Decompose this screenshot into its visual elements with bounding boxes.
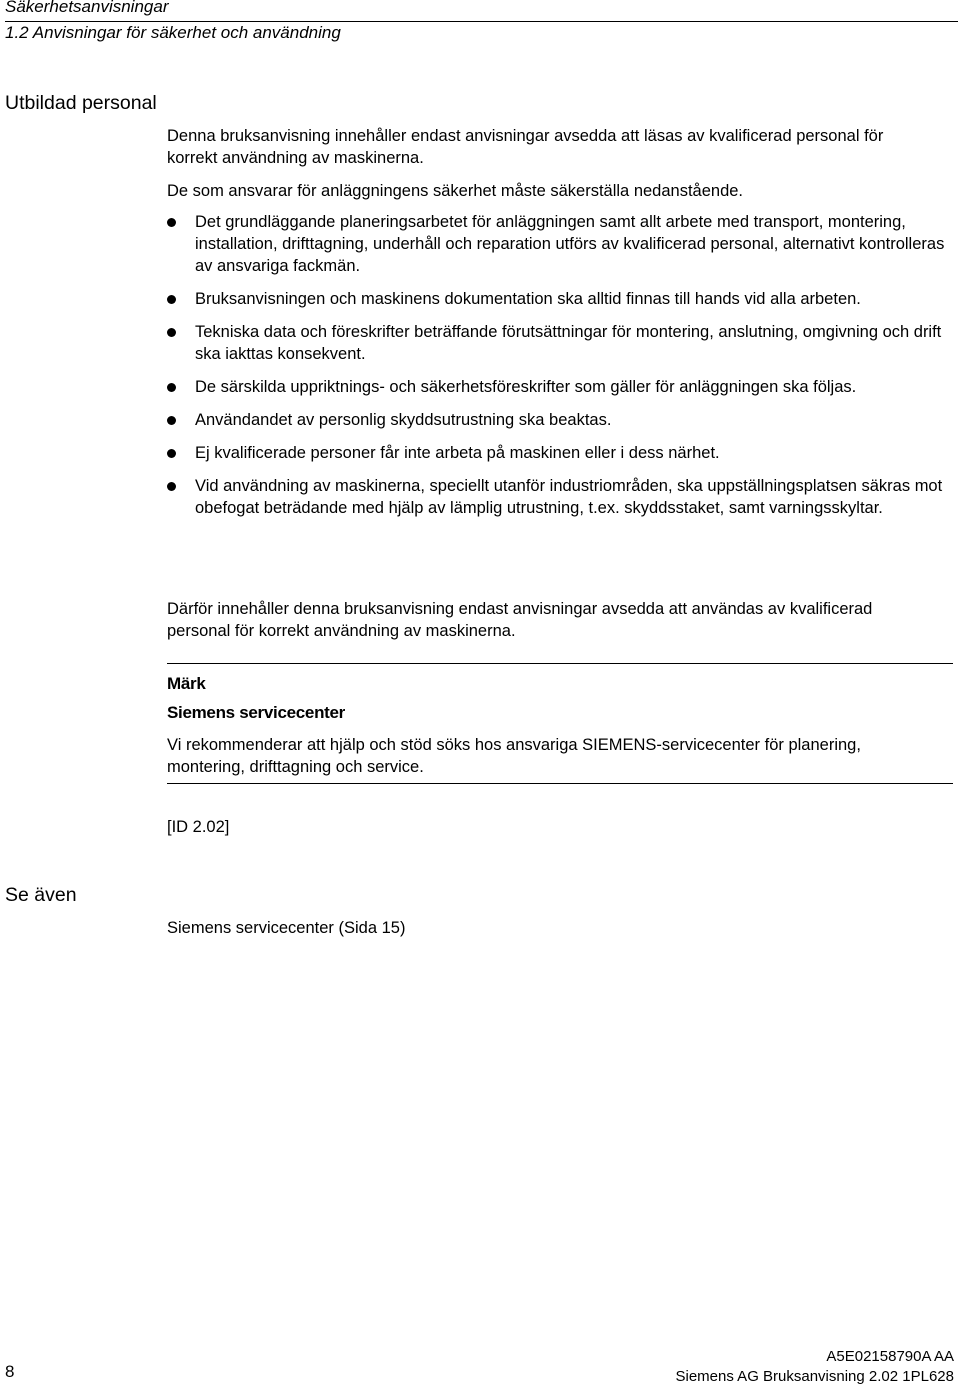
- conclusion-paragraph: Därför innehåller denna bruksanvisning endast anvisningar avsedda att användas av kvalificerad personal för korrekt användning av maskinerna.: [167, 600, 873, 640]
- list-item: [167, 376, 947, 398]
- list-item-text: Tekniska data och föreskrifter beträffande förutsättningar för montering, anslutning, omgivning och drift ska iakttas konsekvent.: [195, 323, 942, 363]
- bullet-icon: [167, 482, 176, 491]
- note-bottom-rule: [167, 783, 953, 784]
- list-item: [167, 211, 947, 277]
- list-item-text: Användandet av personlig skyddsutrustning ska beaktas.: [195, 411, 612, 429]
- list-item: [167, 288, 947, 310]
- bullet-icon: [167, 449, 176, 458]
- list-item-text: Vid användning av maskinerna, speciellt utanför industriområden, ska uppställningsplatsen säkras mot obefogat beträdande med hjälp av lämplig utrustning, t.ex. skyddsstaket, samt varningsskyltar.: [195, 477, 943, 517]
- list-item-text: Det grundläggande planeringsarbetet för anläggningen samt allt arbete med transport, montering, installation, drifttagning, underhåll och reparation utförs av kvalificerad personal, alternativt kontrolleras av ansvariga fackmän.: [195, 213, 945, 275]
- bullet-icon: [167, 416, 176, 425]
- bullet-icon: [167, 328, 176, 337]
- note-title: Siemens servicecenter: [167, 703, 345, 722]
- bullet-icon: [167, 218, 176, 227]
- list-item-text: Ej kvalificerade personer får inte arbeta på maskinen eller i dess närhet.: [195, 444, 720, 462]
- header-chapter: Säkerhetsanvisningar: [5, 0, 169, 16]
- footer-publisher: Siemens AG Bruksanvisning 2.02 1PL628: [675, 1368, 954, 1385]
- bullet-icon: [167, 383, 176, 392]
- list-item: [167, 442, 947, 464]
- note-label: Märk: [167, 674, 206, 693]
- list-item: [167, 409, 947, 431]
- header-rule: [5, 21, 958, 22]
- section-heading-qualified-personnel: Utbildad personal: [5, 92, 157, 114]
- requirements-list: [167, 211, 947, 530]
- list-item-text: Bruksanvisningen och maskinens dokumentation ska alltid finnas till hands vid alla arbeten.: [195, 290, 861, 308]
- list-item: [167, 475, 947, 519]
- list-item-text: De särskilda uppriktnings- och säkerhetsföreskrifter som gäller för anläggningen ska följas.: [195, 378, 857, 396]
- see-also-link[interactable]: Siemens servicecenter (Sida 15): [167, 919, 406, 937]
- intro-paragraph-1: Denna bruksanvisning innehåller endast anvisningar avsedda att läsas av kvalificerad personal för korrekt användning av maskinerna.: [167, 127, 884, 167]
- page-number: 8: [5, 1362, 15, 1381]
- note-text: Vi rekommenderar att hjälp och stöd söks hos ansvariga SIEMENS-servicecenter för planering, montering, drifttagning och service.: [167, 736, 861, 776]
- header-section: 1.2 Anvisningar för säkerhet och användning: [5, 23, 341, 42]
- footer-doc-number: A5E02158790A AA: [826, 1348, 954, 1365]
- see-also-heading: Se även: [5, 884, 77, 906]
- note-top-rule: [167, 663, 953, 664]
- list-item: [167, 321, 947, 365]
- doc-id: [ID 2.02]: [167, 818, 230, 836]
- intro-paragraph-2: De som ansvarar för anläggningens säkerhet måste säkerställa nedanstående.: [167, 182, 744, 200]
- bullet-icon: [167, 295, 176, 304]
